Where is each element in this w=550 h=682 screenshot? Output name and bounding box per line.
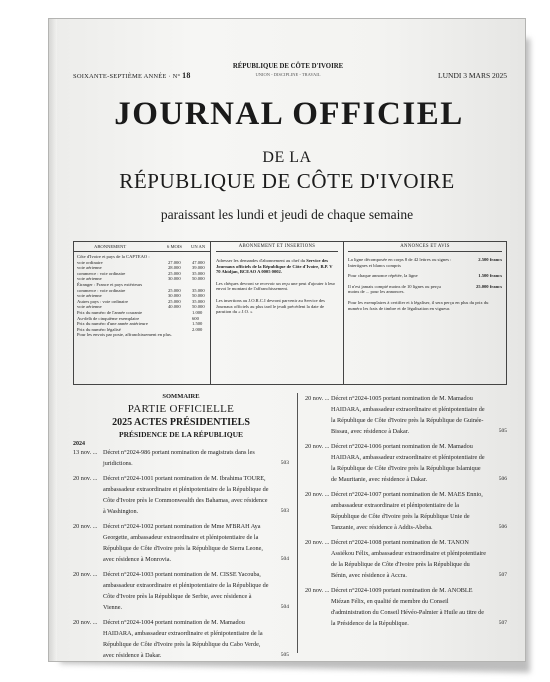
rate-label: Autres pays : voie ordinaire (77, 298, 129, 304)
rate-1an: 35.000 (192, 270, 205, 276)
right-entries (305, 393, 507, 629)
rate-label: Pour les envois par poste, affranchissement en plus. (77, 332, 172, 338)
toc-entry (73, 569, 289, 613)
rate-1an: 1.000 (192, 309, 203, 315)
annonce-item: Pour les exemplaires à certifier et à légaliser, il sera perçu en plus du prix du numéro les frais de timbre et de légalisation en vigueur. (348, 299, 489, 311)
rate-row (74, 332, 210, 338)
issue-line (73, 71, 191, 80)
issue-number: 18 (182, 71, 191, 80)
entry-date: 20 nov. ... (305, 491, 330, 498)
annonces-column (344, 242, 506, 384)
republic-motto: UNION - DISCIPLINE - TRAVAIL (255, 72, 321, 77)
entry-date: 20 nov. ... (73, 619, 98, 626)
entry-date: 20 nov. ... (305, 443, 330, 450)
entry-page: 506 (498, 476, 507, 482)
rate-1an: 35.000 (192, 298, 205, 304)
entry-text: Décret n°2024-1008 portant nomination de M. TANON Assiékou Félix, ambassadeur extraordinaire et plénipotentiaire de la République de Côte d'Ivoire près la République du Bénin, avec résidence à Accra. (331, 539, 486, 579)
entry-date: 20 nov. ... (73, 523, 98, 530)
subtitle-republique: RÉPUBLIQUE DE CÔTE D'IVOIRE (119, 169, 455, 193)
abonnement-column (74, 242, 211, 384)
entry-page: 507 (498, 620, 507, 626)
col-1an: UN AN (191, 244, 206, 249)
rate-1an: 47.000 (192, 259, 205, 265)
rate-1an: 35.000 (192, 287, 205, 293)
toc-entry (305, 441, 507, 485)
masthead-topline (73, 63, 507, 91)
entry-date: 20 nov. ... (73, 475, 98, 482)
entry-text: Décret n°2024-1003 portant nomination de M. CISSE Yacouba, ambassadeur extraordinaire et plénipotentiaire de la République de Côte d'Ivoire près la République de Serbie, avec résidence à Vienne. (103, 571, 269, 611)
rate-label: voie aérienne (77, 265, 102, 271)
partie-heading: PARTIE OFFICIELLE (127, 403, 235, 415)
rate-1an: 1.500 (192, 321, 203, 327)
entry-date: 20 nov. ... (305, 539, 330, 546)
entry-page: 503 (280, 508, 289, 514)
insertions-column (211, 242, 344, 384)
rate-label: voie ordinaire (77, 259, 103, 265)
rate-6mois: 28.000 (168, 265, 181, 271)
entry-page: 506 (498, 524, 507, 530)
rate-6mois: 27.000 (168, 259, 181, 265)
toc-entry (73, 617, 289, 661)
abonnement-header (74, 242, 210, 252)
publication-schedule: paraissant les lundi et jeudi de chaque semaine (160, 207, 414, 222)
toc-entry (73, 473, 289, 517)
entry-date: 20 nov. ... (305, 395, 330, 402)
subscription-box (73, 241, 507, 385)
rate-1an: 50.000 (192, 293, 205, 299)
entry-text: Décret n°2024-1005 portant nomination de M. Mamadou HAIDARA, ambassadeur extraordinaire et plénipotentiaire de la République de Côte d'Ivoire près la République de Guinée-Bissau, avec résidence à Dakar. (331, 395, 485, 435)
rate-label: voie aérienne (77, 304, 102, 310)
entry-date: 13 nov. ... (73, 449, 98, 456)
table-of-contents (73, 393, 507, 659)
rate-label: Prix du numéro de l'année courante (77, 309, 142, 315)
rate-1an: 50.000 (192, 276, 205, 282)
entry-page: 505 (280, 652, 289, 658)
issue-date: LUNDI 3 MARS 2025 (438, 71, 507, 80)
abonnement-title: ABONNEMENT (94, 244, 127, 249)
toc-right-column (305, 393, 507, 633)
rate-6mois: 40.000 (168, 304, 181, 310)
toc-entry (305, 393, 507, 437)
entry-page: 505 (498, 428, 507, 434)
left-entries (73, 447, 289, 661)
toc-entry (73, 447, 289, 469)
rate-6mois: 25.000 (168, 287, 181, 293)
annonce-item: 1.500 francs Pour chaque annonce répétée, la ligne (348, 273, 502, 279)
col-6mois: 6 MOIS (167, 244, 182, 249)
insertions-p2: Les chèques devront se recevoir un reçu une peut d'ajouter à leur envoi le montant de l'affranchissement. (216, 280, 336, 292)
actes-heading: 2025 ACTES PRÉSIDENTIELS (112, 417, 250, 428)
entry-date: 20 nov. ... (305, 587, 330, 594)
rate-label: Étranger : France et pays extérieurs (77, 281, 143, 287)
insertions-header: ABONNEMENT ET INSERTIONS (216, 242, 338, 252)
rate-label: Prix du numéro d'une année antérieure (77, 321, 148, 327)
toc-entry (73, 521, 289, 565)
entry-page: 504 (280, 556, 289, 562)
insertions-p3: Les insertions au J.O.R.C.I devront parvenir au Service des Journaux officiels au plus tard le jeudi précédent la date de parution du « J.O. » (216, 297, 325, 315)
entry-text: Décret n°2024-1004 portant nomination de M. Mamadou HAIDARA, ambassadeur extraordinaire et plénipotentiaire de la République de Côte d'Ivoire près la République du Cabo Verde, avec résidence à Dakar. (103, 619, 263, 659)
insertions-p1: Adresser les demandes d'abonnement au chef du Service des Journaux officiels de la République de Côte d'Ivoire, B.P. V 70 Abidjan, BCEAO A 0005 0002. (216, 258, 333, 275)
entry-text: Décret n°2024-1009 portant nomination de M. ANOBLE Miézan Félix, en qualité de membre du Conseil d'administration du Conseil Hévéo-Palmier à Huile au titre de la Présidence de la République. (331, 587, 485, 627)
entry-page: 503 (280, 460, 289, 466)
entry-date: 20 nov. ... (73, 571, 98, 578)
presidence-heading: PRÉSIDENCE DE LA RÉPUBLIQUE (119, 430, 243, 439)
subtitle-de-la: DE LA (262, 149, 312, 166)
rate-6mois: 25.000 (168, 298, 181, 304)
annonces-header: ANNONCES ET AVIS (348, 242, 502, 252)
rate-6mois: 30.000 (168, 293, 181, 299)
rate-1an: 39.000 (192, 265, 205, 271)
rate-1an: 50.000 (192, 304, 205, 310)
rate-1an: 600 (192, 315, 199, 321)
rate-6mois: 30.000 (168, 276, 181, 282)
journal-title: JOURNAL OFFICIEL (114, 96, 464, 132)
entry-text: Décret n°2024-1001 portant nomination de M. Ibrahima TOURE, ambassadeur extraordinaire et plénipotentiaire de la République de Côte d'Ivoire près le Commonwealth des Bahamas, avec résidence à Washington. (103, 475, 269, 515)
annonce-item: 25.000 francs Il n'est jamais compté moins de 10 lignes ou perçu moins de ... pour les annonces. (348, 283, 502, 295)
annonce-item: 2.500 francs La ligne décomposée en corps 8 de 42 lettres ou signes : Intertignes et blancs compris (348, 257, 502, 268)
rate-label: commerce : voie ordinaire (77, 287, 126, 293)
rate-6mois: 25.000 (168, 270, 181, 276)
sommaire-heading: SOMMAIRE (162, 393, 200, 400)
rates-list (74, 260, 210, 338)
year-label: 2024 (73, 441, 85, 447)
entry-text: Décret n°2024-1006 portant nomination de M. Mamadou HAIDARA, ambassadeur extraordinaire et plénipotentiaire de la République de Côte d'Ivoire près la République Islamique de Mauritanie, avec résidence à Dakar. (331, 443, 485, 483)
rate-label: voie aérienne (77, 276, 102, 282)
entry-page: 507 (498, 572, 507, 578)
rate-label: voie aérienne (77, 293, 102, 299)
issue-label: SOIXANTE-SEPTIÈME ANNÉE · N° (73, 73, 181, 80)
rate-label: Prix du numéro légalisé (77, 326, 121, 332)
entry-text: Décret n°2024-1002 portant nomination de Mme M'BRAH Aya Georgette, ambassadeur extraordinaire et plénipotentiaire de la République de Côte d'Ivoire près la République de Sierra Leone, avec résidence à Monrovia. (103, 523, 263, 563)
toc-entry (305, 489, 507, 533)
toc-entry (305, 537, 507, 581)
entry-page: 504 (280, 604, 289, 610)
rate-label: commerce : voie ordinaire (77, 270, 126, 276)
toc-entry (305, 585, 507, 629)
toc-left-column (73, 393, 289, 662)
rate-label: Au-delà de cinquième exemplaire (77, 315, 140, 321)
rate-1an: 2.000 (192, 326, 203, 332)
entry-text: Décret n°2024-986 portant nomination de magistrats dans les juridictions. (103, 449, 255, 467)
entry-text: Décret n°2024-1007 portant nomination de M. MAES Ennio, ambassadeur extraordinaire et plénipotentiaire de la République de Côte d'Ivoire près la République Unie de Tanzanie, avec résidence à Addis-Abeba. (331, 491, 483, 531)
republic-header: RÉPUBLIQUE DE CÔTE D'IVOIRE (232, 63, 344, 70)
journal-page (48, 18, 526, 662)
abonnement-intro: Côte d'Ivoire et pays de la CAPTEAO : (77, 254, 150, 259)
column-divider (297, 393, 298, 653)
